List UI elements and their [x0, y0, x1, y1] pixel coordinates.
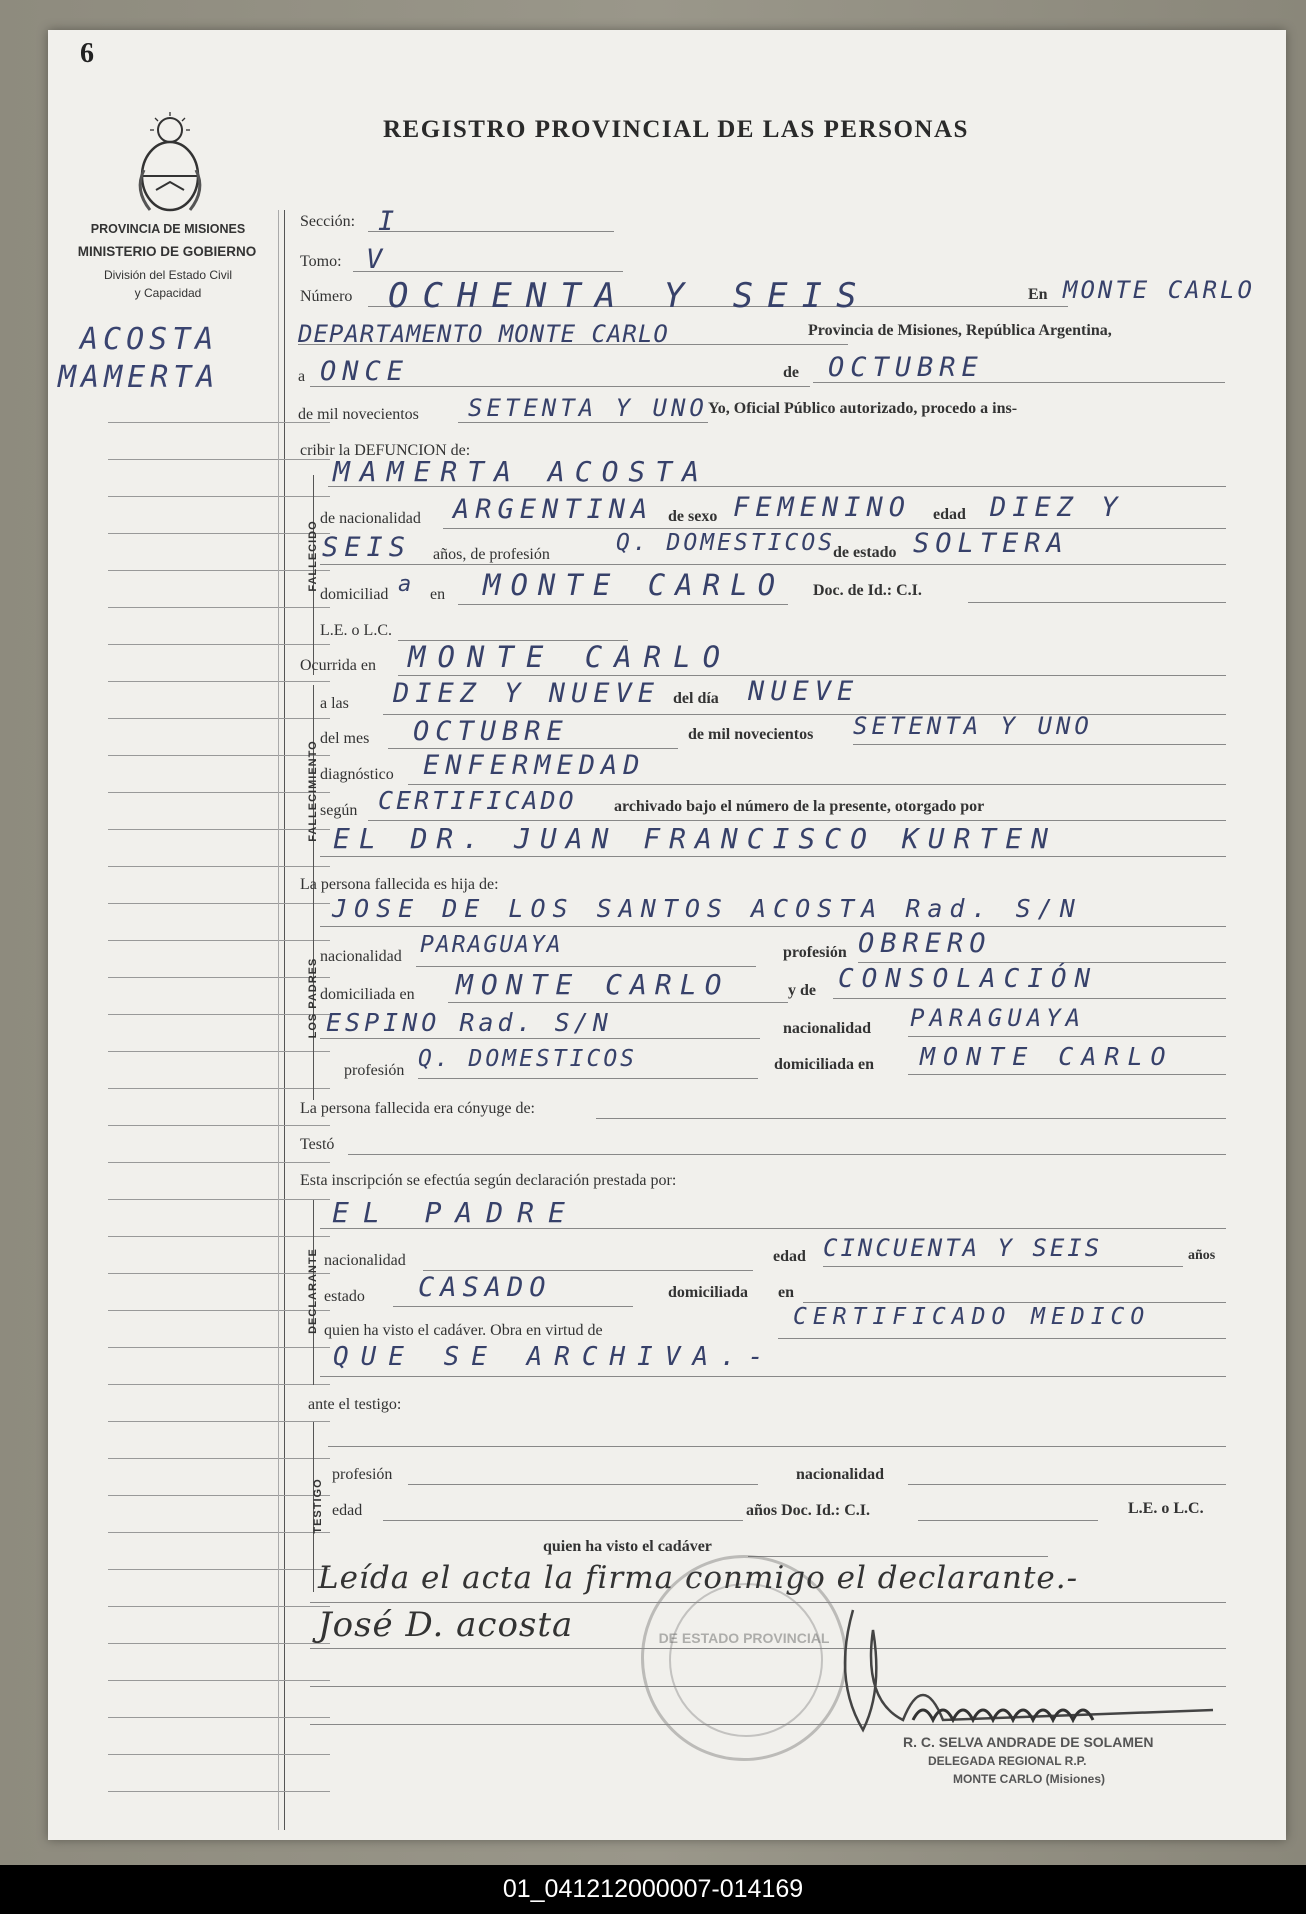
margin-rule [108, 570, 330, 571]
cribir-label: cribir la DEFUNCION de: [300, 442, 471, 459]
seccion-line [368, 231, 614, 232]
obra-virtud-value: CERTIFICADO MEDICO [793, 1304, 1151, 1330]
margin-rule [108, 422, 330, 423]
margin-rule [108, 1569, 330, 1570]
edad-label: edad [933, 506, 966, 523]
decl-edad-line [823, 1266, 1183, 1267]
padre-nacionalidad-label: nacionalidad [320, 948, 402, 965]
margin-rule [108, 1495, 330, 1496]
domicilio-value: MONTE CARLO [483, 568, 786, 602]
quien-ha-visto-label: quien ha visto el cadáver. Obra en virtud de [324, 1322, 603, 1339]
padre-line [320, 926, 1226, 927]
edad-value-2: SEIS [322, 532, 412, 563]
hora-line [383, 714, 1226, 715]
margin-rule [108, 718, 330, 719]
testo-label: Testó [300, 1136, 335, 1153]
tomo-label: Tomo: [300, 253, 342, 270]
margin-rule [108, 1125, 330, 1126]
nacionalidad-line [443, 528, 1226, 529]
y-de-label: y de [788, 982, 816, 999]
en-label: En [1028, 286, 1048, 303]
dia-fallec-value: NUEVE [748, 676, 860, 707]
ci-line [918, 1520, 1098, 1521]
del-mes-label: del mes [320, 730, 370, 747]
margin-rule [108, 1088, 330, 1089]
margin-rule [108, 1754, 330, 1755]
padres-side-label: LOS PADRES [307, 957, 319, 1039]
padre-nacionalidad-line [416, 966, 756, 967]
madre-domicilio-line [908, 1074, 1226, 1075]
ocurrida-en-label: Ocurrida en [300, 657, 376, 674]
margin-rule [108, 1791, 330, 1792]
seccion-label: Sección: [300, 213, 356, 230]
mil-novecientos-label: de mil novecientos [298, 406, 419, 423]
nombre-value: MAMERTA ACOSTA [333, 455, 710, 488]
obra-virtud-line-2 [320, 1376, 1226, 1377]
de-estado-label: de estado [833, 544, 897, 561]
province-label: PROVINCIA DE MISIONES [90, 222, 246, 236]
obra-virtud-line [778, 1338, 1226, 1339]
provincia-label: Provincia de Misiones, República Argentina, [808, 322, 1112, 339]
declarante-line [320, 1228, 1226, 1229]
closing-text: Leída el acta la firma conmigo el declarante.- [318, 1560, 1079, 1596]
ocurrida-en-value: MONTE CARLO [408, 640, 733, 674]
madre-profesion-value: Q. DOMESTICOS [418, 1046, 638, 1072]
madre-nacionalidad-line [908, 1036, 1226, 1037]
padre-profesion-value: OBRERO [858, 928, 992, 959]
nacionalidad-value: ARGENTINA [453, 494, 654, 525]
oficial-label: Yo, Oficial Público autorizado, procedo a ins- [708, 400, 1018, 417]
profesion-line [320, 564, 1226, 565]
decl-estado-line [393, 1306, 633, 1307]
margin-rule [108, 1421, 330, 1422]
mes-fallec-line [388, 748, 678, 749]
madre-profesion-line [418, 1078, 758, 1079]
testigo-nacionalidad-line [908, 1484, 1226, 1485]
numero-value: OCHENTA Y SEIS [388, 276, 871, 316]
padre-value: JOSE DE LOS SANTOS ACOSTA Rad. S/N [332, 894, 1082, 923]
segun-value: CERTIFICADO [378, 786, 577, 815]
margin-rule [108, 1162, 330, 1163]
margin-rule [108, 1458, 330, 1459]
margin-rule [108, 607, 330, 608]
testo-line [348, 1154, 1226, 1155]
anos-label: años [1188, 1248, 1216, 1263]
margin-rule [108, 1606, 330, 1607]
quien-visto-label: quien ha visto el cadáver [543, 1538, 712, 1555]
domicilio-suffix: a [398, 572, 418, 597]
margin-rule [108, 1273, 330, 1274]
madre-domicilio-value: MONTE CARLO [920, 1042, 1174, 1071]
doc-id-line [968, 602, 1226, 603]
madre-value: CONSOLACIÓN [838, 964, 1099, 994]
margin-rule [108, 866, 330, 867]
del-dia-label: del día [673, 690, 719, 707]
anio-line [458, 422, 708, 423]
margin-rule [108, 1532, 330, 1533]
page-number: 6 [80, 38, 94, 69]
testigo-profesion-line [408, 1484, 758, 1485]
decl-nacionalidad-label: nacionalidad [324, 1252, 406, 1269]
testigo-line [328, 1446, 1226, 1447]
fallecimiento-side-label: FALLECIMIENTO [307, 740, 319, 842]
anio-fallec-line [853, 744, 1226, 745]
segun-line [368, 820, 1226, 821]
fallecido-side-label: FALLECIDO [307, 520, 319, 592]
margin-rule [108, 792, 330, 793]
mil-novecientos-label-2: de mil novecientos [688, 726, 814, 743]
declarant-signature: José D. acosta [318, 1605, 574, 1645]
padre-domicilio-value: MONTE CARLO [456, 968, 730, 1001]
quien-visto-line [748, 1556, 1048, 1557]
division-label: División del Estado Civil [103, 268, 233, 282]
margin-rule [108, 1199, 330, 1200]
ante-testigo-label: ante el testigo: [308, 1396, 402, 1413]
padre-profesion-line [858, 962, 1226, 963]
division-label-2: y Capacidad [134, 286, 202, 300]
margin-rule [108, 977, 330, 978]
anos-profesion-label: años, de profesión [433, 546, 550, 563]
official-stamp-line1: R. C. SELVA ANDRADE DE SOLAMEN [903, 1734, 1154, 1750]
anos-doc-label: años Doc. Id.: C.I. [746, 1502, 871, 1519]
tomo-line [353, 271, 623, 272]
hija-de-label: La persona fallecida es hija de: [300, 876, 499, 893]
margin-rule [108, 1384, 330, 1385]
margin-rule [108, 1347, 330, 1348]
otorgado-line [320, 856, 1226, 857]
margin-rule [108, 496, 330, 497]
margin-rule [108, 644, 330, 645]
declaracion-label: Esta inscripción se efectúa según declaración prestada por: [300, 1172, 677, 1189]
en-label-2: en [430, 586, 446, 603]
madre-line [833, 998, 1226, 999]
footer-id-bar: 01_041212000007-014169 [0, 1865, 1306, 1914]
padre-nacionalidad-value: PARAGUAYA [420, 932, 563, 958]
margin-rule [108, 755, 330, 756]
padre-profesion-label: profesión [783, 944, 847, 961]
madre-domicilio-label: domiciliada en [774, 1056, 875, 1073]
official-stamp-line2: DELEGADA REGIONAL R.P. [928, 1754, 1087, 1768]
decl-en-label: en [778, 1284, 794, 1301]
margin-rule [108, 829, 330, 830]
hora-value: DIEZ Y NUEVE [393, 678, 661, 709]
official-stamp-line3: MONTE CARLO (Misiones) [953, 1772, 1105, 1786]
sexo-value: FEMENINO [733, 492, 912, 523]
en-value: MONTE CARLO [1063, 276, 1255, 304]
margin-rule [108, 1717, 330, 1718]
otorgado-por-value: EL DR. JUAN FRANCISCO KURTEN [333, 822, 1058, 855]
coat-of-arms-icon [130, 110, 210, 220]
decl-estado-value: CASADO [418, 1272, 552, 1303]
margin-rule [108, 1310, 330, 1311]
margin-rule [108, 459, 330, 460]
margin-rule [108, 1014, 330, 1015]
diagnostico-line [408, 784, 1226, 785]
numero-label: Número [300, 288, 353, 305]
anio-fallec-value: SETENTA Y UNO [853, 712, 1093, 740]
de-sexo-label: de sexo [668, 508, 718, 525]
madre-value-2: ESPINO Rad. S/N [326, 1008, 612, 1037]
edad-value: DIEZ Y [990, 492, 1124, 523]
decl-edad-label: edad [773, 1248, 806, 1265]
margin-rule [108, 533, 330, 534]
decl-domiciliada-label: domiciliada [668, 1284, 749, 1301]
domicilio-line [458, 604, 788, 605]
testigo-side-label: TESTIGO [312, 1478, 324, 1534]
margin-rule [108, 1643, 330, 1644]
ministry-label: MINISTERIO DE GOBIERNO [77, 244, 257, 259]
conyuge-label: La persona fallecida era cónyuge de: [300, 1100, 535, 1117]
mes-fallec-value: OCTUBRE [413, 716, 569, 747]
testigo-nacionalidad-label: nacionalidad [796, 1466, 885, 1483]
dia-value: ONCE [320, 356, 410, 387]
testigo-edad-label: edad [332, 1502, 363, 1519]
a-las-label: a las [320, 695, 349, 712]
segun-label: según [320, 802, 358, 819]
margin-surname: ACOSTA [80, 322, 219, 357]
nombre-line [328, 486, 1226, 487]
margin-given-name: MAMERTA [58, 360, 220, 395]
anio-value: SETENTA Y UNO [468, 394, 708, 422]
official-signature-icon [793, 1570, 1233, 1760]
obra-virtud-value-2: QUE SE ARCHIVA.- [333, 1342, 776, 1372]
margin-rule [108, 681, 330, 682]
decl-domicilio-line [803, 1302, 1226, 1303]
testigo-edad-line [383, 1520, 743, 1521]
madre-line-2 [320, 1038, 760, 1039]
margin-rule [108, 940, 330, 941]
madre-profesion-label: profesión [344, 1062, 405, 1079]
diagnostico-value: ENFERMEDAD [423, 750, 646, 781]
decl-edad-value: CINCUENTA Y SEIS [823, 1234, 1103, 1262]
margin-rule [108, 1236, 330, 1237]
conyuge-line [596, 1118, 1226, 1119]
document-page [48, 30, 1286, 1840]
de-nacionalidad-label: de nacionalidad [320, 510, 421, 527]
archivado-label: archivado bajo el número de la presente, otorgado por [614, 798, 985, 815]
padre-domicilio-line [448, 1002, 788, 1003]
domiciliad-label: domiciliad [320, 586, 389, 603]
le-lc-label: L.E. o L.C. [320, 622, 392, 639]
diagnostico-label: diagnóstico [320, 766, 394, 783]
decl-nacionalidad-line [423, 1270, 753, 1271]
estado-value: SOLTERA [913, 528, 1069, 559]
margin-divider [284, 210, 285, 1830]
testigo-le-lc-label: L.E. o L.C. [1128, 1500, 1204, 1517]
tomo-value: V [366, 244, 389, 275]
mes-value: OCTUBRE [828, 352, 984, 383]
margin-rule [108, 1051, 330, 1052]
departamento-line [298, 344, 848, 345]
profesion-value: Q. DOMESTICOS [616, 530, 836, 556]
margin-rule [108, 1680, 330, 1681]
madre-nacionalidad-value: PARAGUAYA [910, 1004, 1086, 1032]
document-title: REGISTRO PROVINCIAL DE LAS PERSONAS [383, 116, 969, 143]
margin-rule [108, 903, 330, 904]
departamento-value: DEPARTAMENTO MONTE CARLO [298, 320, 669, 348]
seal-text: DE ESTADO PROVINCIAL [658, 1630, 830, 1646]
madre-nacionalidad-label: nacionalidad [783, 1020, 872, 1037]
decl-estado-label: estado [324, 1288, 365, 1305]
seccion-value: I [378, 206, 401, 237]
margin-divider-2 [278, 210, 279, 1830]
padre-domicilio-label: domiciliada en [320, 986, 415, 1003]
declarante-value: EL PADRE [332, 1196, 579, 1229]
declarante-side-label: DECLARANTE [307, 1248, 319, 1334]
de-label: de [783, 364, 799, 381]
a-label: a [298, 368, 306, 385]
doc-id-label: Doc. de Id.: C.I. [813, 582, 922, 599]
testigo-profesion-label: profesión [332, 1466, 393, 1483]
